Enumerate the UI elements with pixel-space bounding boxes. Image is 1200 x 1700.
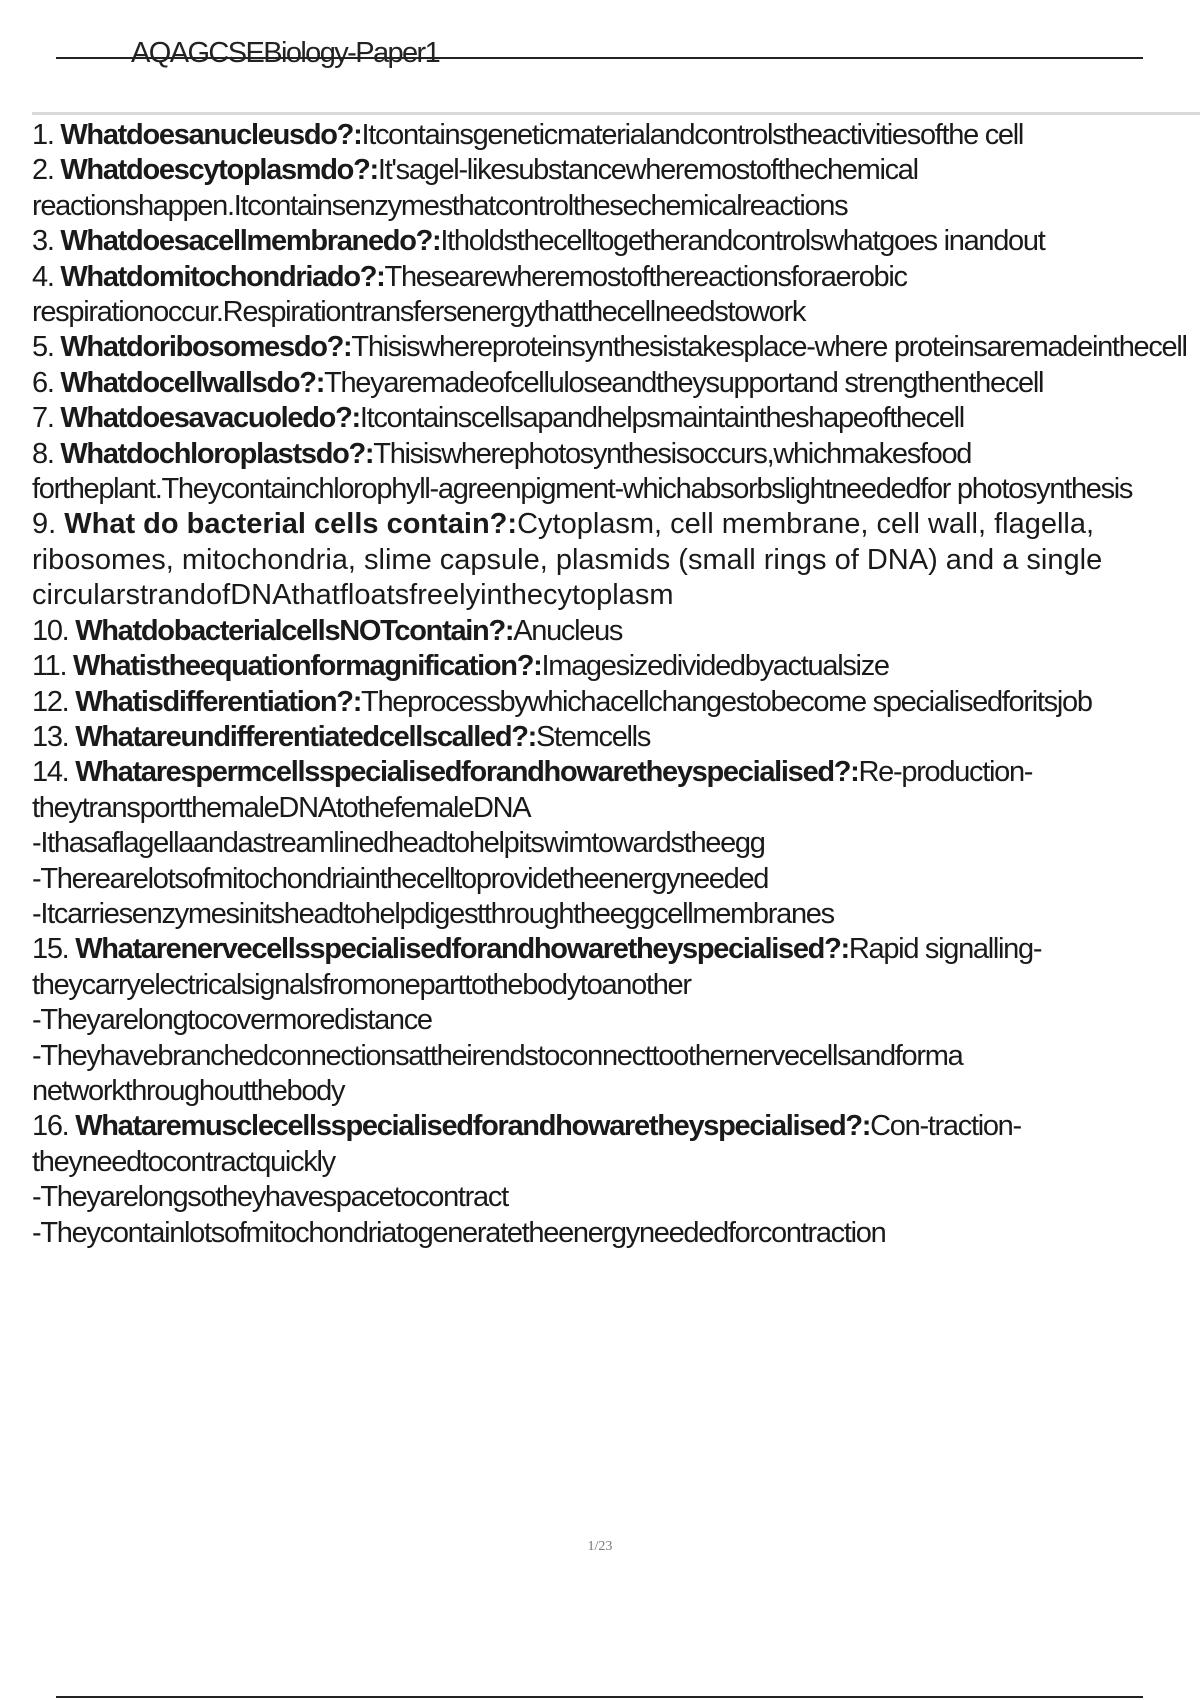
qa-item <box>32 260 1200 331</box>
question-text: What do bacterial cells contain?: <box>64 508 518 541</box>
qa-item <box>32 685 1200 720</box>
question-text: Whatarenervecellsspecialisedforandhowaretheyspecialised?: <box>75 933 849 966</box>
question-number: 16. <box>32 1110 69 1143</box>
answer-text: Stemcells <box>536 720 651 753</box>
question-text: Whatdoescytoplasmdo?: <box>60 154 378 187</box>
qa-item <box>32 720 1200 755</box>
qa-item <box>32 366 1200 401</box>
question-text: Whatdoribosomesdo?: <box>60 331 352 364</box>
question-number: 4. <box>32 260 54 293</box>
answer-text: Thisiswhereproteinsynthesistakesplace-where proteinsaremadeinthecell <box>351 331 1187 364</box>
answer-text: Re-production-theytransportthemaleDNAtothefemaleDNA -Ithasaflagellaandastreamlinedheadtohelpitswimtowardstheegg -Therearelotsofmitochondriainthecelltoprovidetheenergyneeded -Itcarriesenzymesinitsheadtohelpdigestthroughtheeggcellmembranes <box>32 756 1033 930</box>
question-number: 1. <box>32 119 54 151</box>
answer-text: Cytoplasm, cell membrane, cell wall, flagella, ribosomes, mitochondria, slime capsule, plasmids (small rings of DNA) and a single circularstrandofDNAthatfloatsfreelyinthecytoplasm <box>32 508 1103 612</box>
question-number: 6. <box>32 366 54 399</box>
answer-text: Anucleus <box>513 614 623 647</box>
question-text: Whatdoesanucleusdo?: <box>60 119 362 151</box>
question-text: Whatarespermcellsspecialisedforandhowaretheyspecialised?: <box>75 756 859 789</box>
answer-text: Itholdsthecelltogetherandcontrolswhatgoes inandout <box>440 225 1045 258</box>
question-list <box>32 118 1200 1251</box>
question-number: 8. <box>32 437 54 470</box>
answer-text: Itcontainsgeneticmaterialandcontrolstheactivitiesofthe cell <box>361 119 1024 151</box>
page-number: 1/23 <box>587 1539 613 1554</box>
answer-text: Theyaremadeofcelluloseandtheysupportand strengthenthecell <box>324 366 1044 399</box>
question-text: Whatdomitochondriado?: <box>60 260 385 293</box>
question-text: Whataremusclecellsspecialisedforandhowaretheyspecialised?: <box>75 1110 871 1143</box>
question-number: 2. <box>32 154 54 187</box>
qa-item <box>32 649 1200 684</box>
qa-item <box>32 330 1200 365</box>
answer-text: Con-traction-theyneedtocontractquickly -Theyarelongsotheyhavespacetocontract -Theycontainlotsofmitochondriatogeneratetheenergyneededforcontraction <box>32 1110 1021 1249</box>
question-number: 5. <box>32 331 54 364</box>
qa-item <box>32 755 1200 932</box>
qa-item <box>32 1109 1200 1251</box>
answer-text: It'sagel-likesubstancewheremostofthechemical reactionshappen.Itcontainsenzymesthatcontrolthesechemicalreactions <box>32 154 918 222</box>
footer-rule <box>56 1696 1143 1698</box>
header-divider <box>32 112 1200 115</box>
qa-item <box>32 507 1200 613</box>
question-text: WhatdobacterialcellsNOTcontain?: <box>75 614 514 647</box>
question-number: 7. <box>32 402 54 435</box>
page-header <box>56 36 1143 70</box>
question-text: Whatistheequationformagnification?: <box>73 650 542 683</box>
question-text: Whatdochloroplastsdo?: <box>60 437 374 470</box>
answer-text: Itcontainscellsapandhelpsmaintaintheshapeofthecell <box>359 402 964 435</box>
question-number: 10. <box>32 614 69 647</box>
qa-item <box>32 401 1200 436</box>
question-number: 11. <box>32 650 67 683</box>
question-number: 13. <box>32 720 69 753</box>
qa-item <box>32 614 1200 649</box>
question-text: Whatdoesavacuoledo?: <box>60 402 360 435</box>
qa-item <box>32 224 1200 259</box>
document-body <box>32 118 1200 1476</box>
qa-item <box>32 153 1200 224</box>
answer-text: Theprocessbywhichacellchangestobecome specialisedforitsjob <box>361 685 1092 718</box>
question-number: 15. <box>32 933 69 966</box>
question-number: 12. <box>32 685 69 718</box>
answer-text: Imagesizedividedbyactualsize <box>541 650 889 683</box>
question-number: 9. <box>32 508 57 541</box>
header-title: AQAGCSEBiology-Paper1 <box>131 37 440 69</box>
question-text: Whatareundifferentiatedcellscalled?: <box>75 720 537 753</box>
qa-item <box>32 437 1200 508</box>
answer-text: Thisiswherephotosynthesisoccurs,whichmakesfood fortheplant.Theycontainchlorophyll-agreenpigment-whichabsorbslightneededfor photosynthesis <box>32 437 1133 506</box>
answer-text: Thesearewheremostofthereactionsforaerobic respirationoccur.Respirationtransfersenergythatthecellneedstowork <box>32 260 907 329</box>
answer-text: Rapid signalling-theycarryelectricalsignalsfromoneparttothebodytoanother -Theyarelongtocovermoredistance -Theyhavebranchedconnectionsattheirendstoconnecttoothernervecellsandforma networkthroughoutthebody <box>32 933 1042 1107</box>
question-number: 3. <box>32 225 54 258</box>
question-number: 14. <box>32 756 69 789</box>
qa-item <box>32 118 1200 153</box>
question-text: Whatisdifferentiation?: <box>75 685 362 718</box>
qa-item <box>32 932 1200 1109</box>
question-text: Whatdoesacellmembranedo?: <box>60 225 441 258</box>
question-text: Whatdocellwallsdo?: <box>60 366 325 399</box>
